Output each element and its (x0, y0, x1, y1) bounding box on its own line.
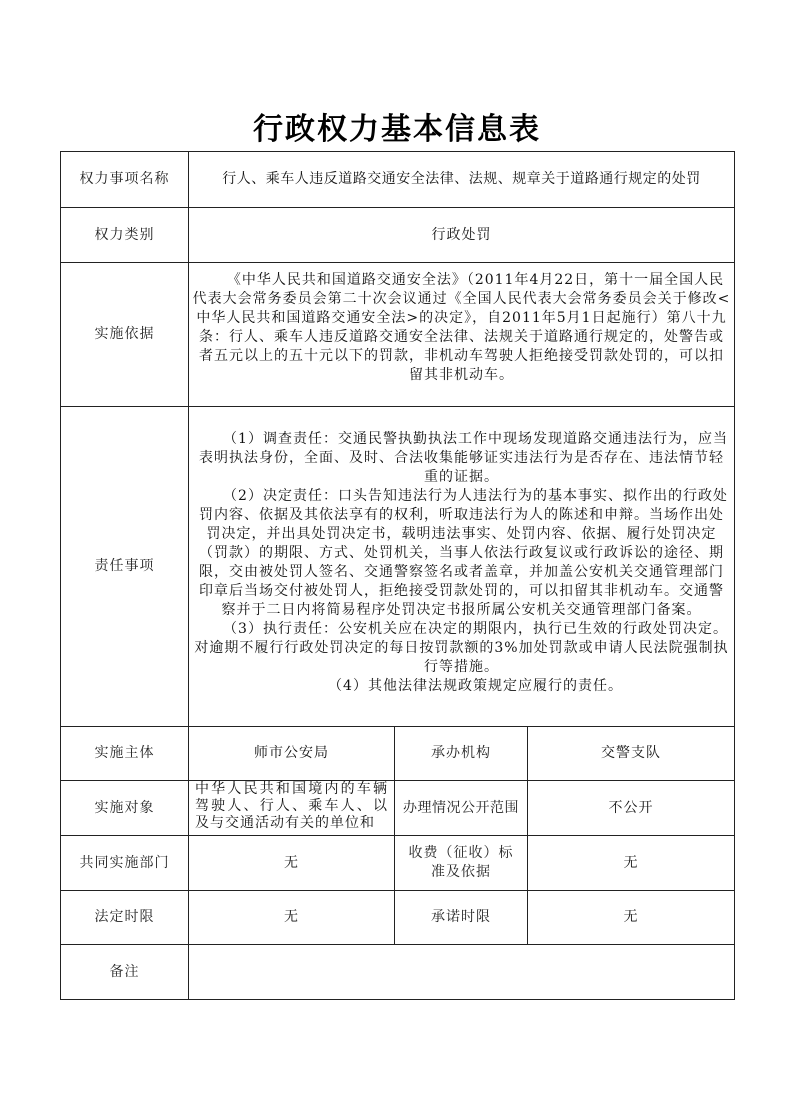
label-legal-deadline: 法定时限 (61, 891, 189, 945)
row-deadline (61, 891, 735, 945)
label-subject: 实施主体 (61, 727, 189, 781)
value-subject: 师市公安局 (189, 727, 395, 781)
responsibility-item: （4）其他法律法规政策规定应履行的责任。 (328, 677, 623, 694)
row-power-category (61, 208, 735, 263)
label-power-name: 权力事项名称 (61, 152, 189, 208)
label-disclosure-scope: 办理情况公开范围 (395, 781, 528, 836)
value-promised-deadline: 无 (528, 891, 735, 945)
row-target (61, 781, 735, 836)
value-power-category: 行政处罚 (189, 208, 735, 263)
label-fee-standard: 收费（征收）标准及依据 (395, 836, 528, 891)
value-legal-deadline: 无 (189, 891, 395, 945)
label-target: 实施对象 (61, 781, 189, 836)
label-promised-deadline: 承诺时限 (395, 891, 528, 945)
label-power-category: 权力类别 (61, 208, 189, 263)
info-table (60, 151, 735, 1000)
value-target: 中华人民共和国境内的车辆驾驶人、行人、乘车人、以及与交通活动有关的单位和 (195, 781, 388, 831)
responsibility-item: （3）执行责任：公安机关应在决定的期限内，执行已生效的行政处罚决定。对逾期不履行行政处罚决定的每日按罚款额的3%加处罚款或申请人民法院强制执行等措施。 (194, 620, 729, 675)
row-remarks (61, 945, 735, 1000)
responsibility-item: （2）决定责任：口头告知违法行为人违法行为的基本事实、拟作出的行政处罚内容、依据及其依法享有的权利，听取违法行为人的陈述和申辩。当场作出处罚决定，并出具处罚决定书，载明违法事实、处罚内容、依据、履行处罚决定（罚款）的期限、方式、处罚机关，当事人依法行政复议或行政诉讼的途径、期限，交由被处罚人签名、交通警察签名或者盖章，并加盖公安机关交通管理部门印章后当场交付被处罚人，拒绝接受罚款处罚的，可以扣留其非机动车。交通警察并于二日内将简易程序处罚决定书报所属公安机关交通管理部门备案。 (199, 487, 728, 618)
label-handling-org: 承办机构 (395, 727, 528, 781)
value-disclosure-scope: 不公开 (528, 781, 735, 836)
value-joint-dept: 无 (189, 836, 395, 891)
value-power-name: 行人、乘车人违反道路交通安全法律、法规、规章关于道路通行规定的处罚 (189, 152, 735, 208)
row-joint (61, 836, 735, 891)
value-fee-standard: 无 (528, 836, 735, 891)
row-basis (61, 263, 735, 407)
row-power-name (61, 152, 735, 208)
label-responsibility: 责任事项 (61, 407, 189, 727)
row-responsibility (61, 407, 735, 727)
label-basis: 实施依据 (61, 263, 189, 407)
label-joint-dept: 共同实施部门 (61, 836, 189, 891)
row-subject (61, 727, 735, 781)
page-title: 行政权力基本信息表 (253, 112, 541, 147)
label-remarks: 备注 (61, 945, 189, 1000)
value-basis: 《中华人民共和国道路交通安全法》（2011年4月22日，第十一届全国人民代表大会常务委员会第二十次会议通过《全国人民代表大会常务委员会关于修改<中华人民共和国道路交通安全法>的决定》，自2011年5月1日起施行）第八十九条：行人、乘车人违反道路交通安全法律、法规关于道路通行规定的，处警告或者五元以上的五十元以下的罚款，非机动车驾驶人拒绝接受罚款处罚的，可以扣留其非机动车。 (192, 271, 731, 383)
value-remarks (189, 945, 735, 1000)
value-handling-org: 交警支队 (528, 727, 735, 781)
responsibility-item: （1）调查责任：交通民警执勤执法工作中现场发现道路交通违法行为，应当表明执法身份，全面、及时、合法收集能够证实违法行为是否存在、违法情节轻重的证据。 (199, 430, 728, 485)
